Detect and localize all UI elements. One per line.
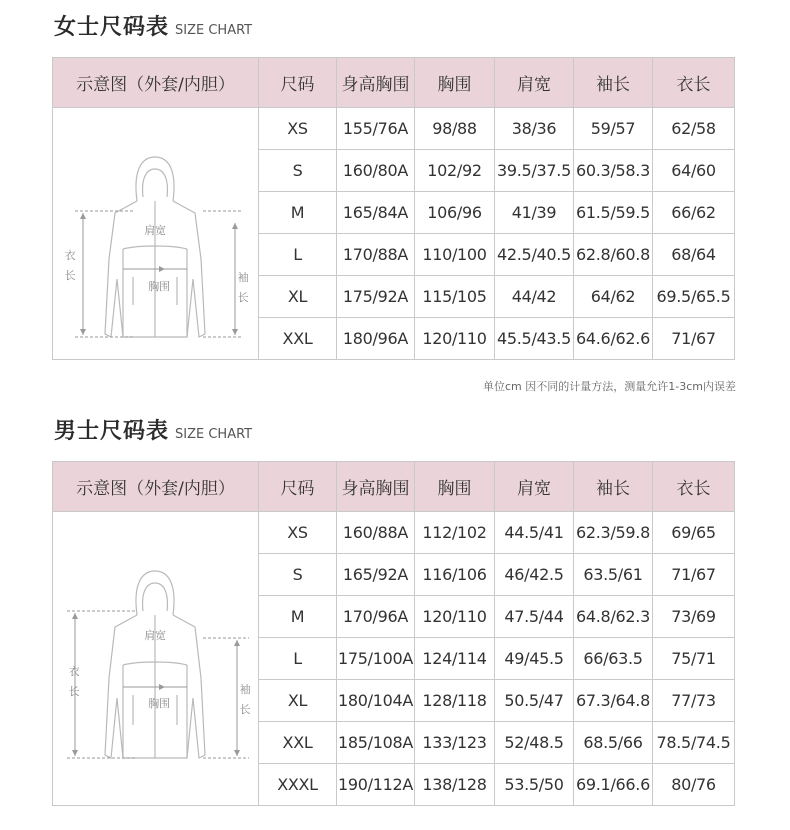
men-title-cn: 男士尺码表 <box>54 419 170 444</box>
cell-shoulder: 44.5/41 <box>495 512 574 554</box>
cell-chest: 133/123 <box>415 722 495 764</box>
cell-sleeve: 69.1/66.6 <box>574 764 653 806</box>
cell-length: 73/69 <box>653 596 735 638</box>
header-length: 衣长 <box>653 462 735 512</box>
diagram-chest-label: 胸围 <box>148 279 170 293</box>
header-shoulder: 肩宽 <box>495 58 574 108</box>
cell-size: XS <box>259 512 337 554</box>
cell-sleeve: 60.3/58.3 <box>574 150 653 192</box>
cell-shoulder: 46/42.5 <box>495 554 574 596</box>
cell-shoulder: 47.5/44 <box>495 596 574 638</box>
cell-length: 68/64 <box>653 234 735 276</box>
cell-length: 71/67 <box>653 554 735 596</box>
diagram-chest-label: 胸围 <box>148 696 170 710</box>
diagram-length-label-1: 衣 <box>64 248 76 262</box>
cell-shoulder: 41/39 <box>495 192 574 234</box>
cell-sleeve: 59/57 <box>574 108 653 150</box>
cell-chest: 112/102 <box>415 512 495 554</box>
cell-height-chest: 180/96A <box>337 318 415 360</box>
jacket-diagram-icon <box>53 109 258 359</box>
header-sleeve: 袖长 <box>574 58 653 108</box>
cell-size: L <box>259 234 337 276</box>
cell-size: XXXL <box>259 764 337 806</box>
cell-chest: 120/110 <box>415 596 495 638</box>
cell-chest: 102/92 <box>415 150 495 192</box>
cell-length: 64/60 <box>653 150 735 192</box>
men-size-table <box>52 461 735 806</box>
cell-sleeve: 62.3/59.8 <box>574 512 653 554</box>
cell-height-chest: 190/112A <box>337 764 415 806</box>
cell-chest: 128/118 <box>415 680 495 722</box>
cell-size: XL <box>259 680 337 722</box>
cell-shoulder: 49/45.5 <box>495 638 574 680</box>
header-length: 衣长 <box>653 58 735 108</box>
cell-size: S <box>259 554 337 596</box>
cell-shoulder: 50.5/47 <box>495 680 574 722</box>
cell-height-chest: 170/96A <box>337 596 415 638</box>
header-sleeve: 袖长 <box>574 462 653 512</box>
cell-length: 78.5/74.5 <box>653 722 735 764</box>
men-header-row <box>53 462 735 512</box>
header-height-chest: 身高胸围 <box>337 462 415 512</box>
women-title-cn: 女士尺码表 <box>54 15 170 40</box>
header-height-chest: 身高胸围 <box>337 58 415 108</box>
women-size-table <box>52 57 735 360</box>
diagram-shoulder-label: 肩宽 <box>144 628 166 642</box>
cell-shoulder: 45.5/43.5 <box>495 318 574 360</box>
cell-size: XS <box>259 108 337 150</box>
header-diagram: 示意图（外套/内胆） <box>53 58 259 108</box>
cell-length: 62/58 <box>653 108 735 150</box>
cell-sleeve: 64/62 <box>574 276 653 318</box>
cell-shoulder: 53.5/50 <box>495 764 574 806</box>
cell-length: 75/71 <box>653 638 735 680</box>
cell-size: S <box>259 150 337 192</box>
diagram-sleeve-label-1: 袖 <box>239 682 251 696</box>
cell-chest: 124/114 <box>415 638 495 680</box>
jacket-diagram-icon <box>53 513 258 805</box>
cell-length: 69.5/65.5 <box>653 276 735 318</box>
cell-height-chest: 160/88A <box>337 512 415 554</box>
cell-chest: 120/110 <box>415 318 495 360</box>
cell-sleeve: 62.8/60.8 <box>574 234 653 276</box>
cell-sleeve: 66/63.5 <box>574 638 653 680</box>
cell-chest: 106/96 <box>415 192 495 234</box>
cell-sleeve: 67.3/64.8 <box>574 680 653 722</box>
cell-chest: 115/105 <box>415 276 495 318</box>
women-title-en: SIZE CHART <box>175 23 253 38</box>
women-header-row <box>53 58 735 108</box>
cell-chest: 138/128 <box>415 764 495 806</box>
cell-sleeve: 61.5/59.5 <box>574 192 653 234</box>
cell-chest: 116/106 <box>415 554 495 596</box>
header-shoulder: 肩宽 <box>495 462 574 512</box>
cell-height-chest: 185/108A <box>337 722 415 764</box>
cell-shoulder: 52/48.5 <box>495 722 574 764</box>
table-row <box>53 512 735 554</box>
diagram-length-label-2: 长 <box>68 684 80 698</box>
cell-shoulder: 38/36 <box>495 108 574 150</box>
cell-length: 80/76 <box>653 764 735 806</box>
measurement-note: 单位cm 因不同的计量方法，测量允许1-3cm内误差 <box>483 380 736 393</box>
cell-size: XL <box>259 276 337 318</box>
diagram-length-label-1: 衣 <box>68 664 80 678</box>
cell-shoulder: 39.5/37.5 <box>495 150 574 192</box>
header-chest: 胸围 <box>415 462 495 512</box>
cell-height-chest: 180/104A <box>337 680 415 722</box>
diagram-shoulder-label: 肩宽 <box>144 223 166 237</box>
diagram-sleeve-label-2: 长 <box>237 290 249 304</box>
cell-height-chest: 175/100A <box>337 638 415 680</box>
cell-length: 69/65 <box>653 512 735 554</box>
cell-size: L <box>259 638 337 680</box>
table-row <box>53 108 735 150</box>
cell-chest: 110/100 <box>415 234 495 276</box>
women-jacket-diagram <box>53 108 259 360</box>
cell-sleeve: 64.6/62.6 <box>574 318 653 360</box>
cell-size: M <box>259 192 337 234</box>
diagram-length-label-2: 长 <box>64 268 76 282</box>
cell-chest: 98/88 <box>415 108 495 150</box>
cell-sleeve: 64.8/62.3 <box>574 596 653 638</box>
cell-height-chest: 160/80A <box>337 150 415 192</box>
cell-height-chest: 155/76A <box>337 108 415 150</box>
men-jacket-diagram <box>53 512 259 806</box>
cell-sleeve: 63.5/61 <box>574 554 653 596</box>
cell-shoulder: 44/42 <box>495 276 574 318</box>
cell-height-chest: 165/84A <box>337 192 415 234</box>
cell-size: M <box>259 596 337 638</box>
cell-shoulder: 42.5/40.5 <box>495 234 574 276</box>
cell-size: XXL <box>259 318 337 360</box>
diagram-sleeve-label-1: 袖 <box>237 270 249 284</box>
cell-size: XXL <box>259 722 337 764</box>
diagram-sleeve-label-2: 长 <box>239 702 251 716</box>
cell-length: 77/73 <box>653 680 735 722</box>
women-title <box>54 10 252 41</box>
cell-length: 66/62 <box>653 192 735 234</box>
cell-length: 71/67 <box>653 318 735 360</box>
cell-height-chest: 175/92A <box>337 276 415 318</box>
cell-sleeve: 68.5/66 <box>574 722 653 764</box>
men-title <box>54 414 252 445</box>
header-size: 尺码 <box>259 58 337 108</box>
cell-height-chest: 165/92A <box>337 554 415 596</box>
men-title-en: SIZE CHART <box>175 427 253 442</box>
header-diagram: 示意图（外套/内胆） <box>53 462 259 512</box>
header-size: 尺码 <box>259 462 337 512</box>
cell-height-chest: 170/88A <box>337 234 415 276</box>
header-chest: 胸围 <box>415 58 495 108</box>
